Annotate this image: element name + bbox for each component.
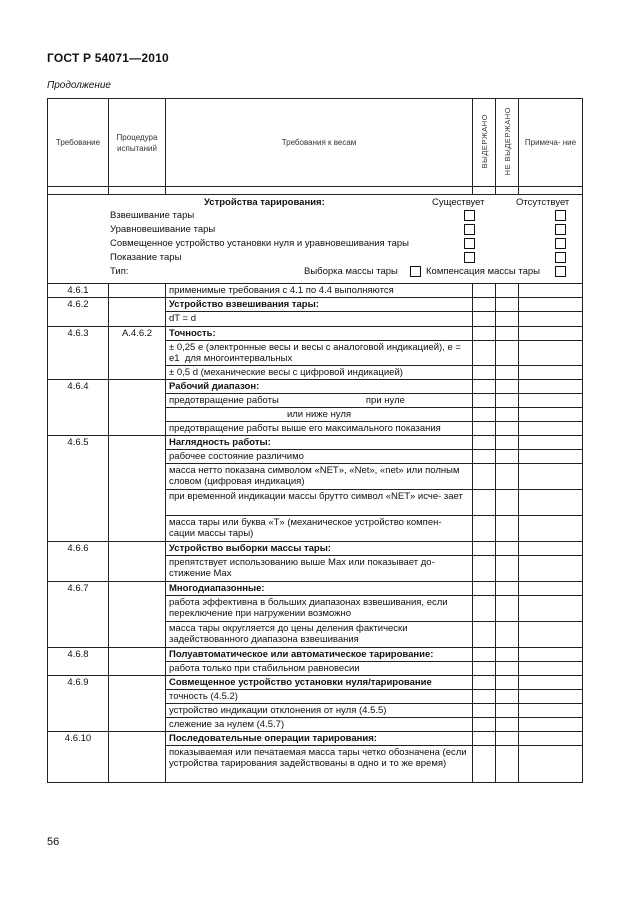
test-procedure (109, 648, 166, 662)
table-row (48, 582, 583, 596)
notes-cell[interactable] (519, 450, 583, 464)
section-heading: Точность: (166, 327, 473, 341)
test-procedure-cont (109, 341, 166, 366)
col-header-procedure: Процедура испытаний (109, 99, 166, 187)
notes-cell[interactable] (519, 366, 583, 380)
requirement-number-cont (48, 622, 109, 648)
requirement-text: предотвращение работы выше его максимального показания (166, 422, 473, 436)
test-procedure-cont (109, 394, 166, 408)
test-procedure: А.4.6.2 (109, 327, 166, 341)
notes-cell[interactable] (519, 490, 583, 516)
failed-cell[interactable] (496, 732, 519, 746)
requirement-number-cont (48, 312, 109, 327)
table-row (48, 718, 583, 732)
table-row (48, 690, 583, 704)
test-procedure-cont (109, 516, 166, 542)
requirement-text: при временной индикации массы брутто символ «NET» исче- зает (166, 490, 473, 516)
table-row (48, 676, 583, 690)
failed-cell[interactable] (496, 327, 519, 341)
test-procedure-cont (109, 596, 166, 622)
test-procedure (109, 380, 166, 394)
requirement-text: показываемая или печатаемая масса тары четко обозначена (если устройства тарирования задействованы в одно и то же время) (166, 746, 473, 783)
test-procedure-cont (109, 556, 166, 582)
tare-subtraction-option-label: Выборка массы тары (304, 266, 398, 277)
notes-cell[interactable] (519, 596, 583, 622)
table-row (48, 394, 583, 408)
failed-cell[interactable] (496, 718, 519, 732)
failed-cell[interactable] (496, 408, 519, 422)
tare-compensation-checkbox[interactable] (555, 266, 566, 277)
requirement-text: или ниже нуля (166, 408, 473, 422)
tare-subtraction-checkbox[interactable] (410, 266, 421, 277)
absent-checkbox-3[interactable] (555, 238, 566, 249)
requirement-number-cont (48, 450, 109, 464)
notes-cell[interactable] (519, 284, 583, 298)
requirement-number: 4.6.1 (48, 284, 109, 298)
passed-cell[interactable] (473, 394, 496, 408)
continuation-label: Продолжение (47, 80, 111, 91)
failed-label: НЕ ВЫДЕРЖАНО (502, 106, 512, 176)
notes-cell[interactable] (519, 746, 583, 783)
table-row (48, 732, 583, 746)
requirement-number-cont (48, 556, 109, 582)
requirement-text: dT = d (166, 312, 473, 327)
notes-cell[interactable] (519, 556, 583, 582)
requirement-number-cont (48, 718, 109, 732)
test-procedure-cont (109, 464, 166, 490)
requirement-number: 4.6.10 (48, 732, 109, 746)
passed-label: ВЫДЕРЖАНО (479, 113, 489, 169)
test-procedure-cont (109, 490, 166, 516)
absent-checkbox-1[interactable] (555, 210, 566, 221)
tare-display-label: Показание тары (110, 252, 182, 263)
col-header-passed (473, 99, 496, 187)
failed-cell[interactable] (496, 746, 519, 783)
test-procedure-cont (109, 408, 166, 422)
requirement-number-cont (48, 422, 109, 436)
requirement-number-cont (48, 341, 109, 366)
test-procedure-cont (109, 450, 166, 464)
section-heading: Устройство взвешивания тары: (166, 298, 473, 312)
failed-cell[interactable] (496, 284, 519, 298)
failed-cell[interactable] (496, 622, 519, 648)
passed-cell[interactable] (473, 422, 496, 436)
requirement-text: препятствует использованию выше Max или показывает до- стижение Max (166, 556, 473, 582)
requirement-number-cont (48, 516, 109, 542)
test-procedure (109, 732, 166, 746)
table-row (48, 327, 583, 341)
requirement-number-cont (48, 746, 109, 783)
requirement-text: работа эффективна в больших диапазонах взвешивания, если переключение при нагружении возможно (166, 596, 473, 622)
section-heading: Многодиапазонные: (166, 582, 473, 596)
tare-balancing-label: Уравновешивание тары (110, 224, 216, 235)
section-heading: Наглядность работы: (166, 436, 473, 450)
notes-cell[interactable] (519, 422, 583, 436)
requirement-number-cont (48, 662, 109, 676)
passed-cell[interactable] (473, 284, 496, 298)
document-header: ГОСТ Р 54071—2010 (47, 51, 169, 65)
failed-cell[interactable] (496, 648, 519, 662)
test-procedure-cont (109, 662, 166, 676)
requirement-number-cont (48, 490, 109, 516)
requirement-number-cont (48, 366, 109, 380)
failed-cell[interactable] (496, 490, 519, 516)
notes-cell[interactable] (519, 582, 583, 596)
page-number: 56 (47, 836, 60, 848)
notes-cell[interactable] (519, 648, 583, 662)
passed-cell[interactable] (473, 516, 496, 542)
passed-cell[interactable] (473, 622, 496, 648)
failed-cell[interactable] (496, 704, 519, 718)
passed-cell[interactable] (473, 662, 496, 676)
failed-cell[interactable] (496, 582, 519, 596)
test-procedure (109, 676, 166, 690)
requirement-number-cont (48, 690, 109, 704)
table-row (48, 746, 583, 783)
tare-weighing-label: Взвешивание тары (110, 210, 195, 221)
requirement-number-cont (48, 596, 109, 622)
col-header-requirement: Требование (48, 99, 109, 187)
notes-cell[interactable] (519, 464, 583, 490)
exists-checkbox-3[interactable] (464, 238, 475, 249)
exists-checkbox-2[interactable] (464, 224, 475, 235)
absent-column-label: Отсутствует (516, 197, 570, 208)
requirement-text: предотвращение работы при нуле (166, 394, 473, 408)
test-procedure-cont (109, 622, 166, 648)
table-row (48, 380, 583, 394)
table-row (48, 662, 583, 676)
notes-cell[interactable] (519, 312, 583, 327)
requirement-number-cont (48, 408, 109, 422)
passed-cell[interactable] (473, 380, 496, 394)
table-row (48, 596, 583, 622)
requirement-number: 4.6.2 (48, 298, 109, 312)
requirement-text: ± 0,5 d (механические весы с цифровой индикацией) (166, 366, 473, 380)
requirement-text: слежение за нулем (4.5.7) (166, 718, 473, 732)
requirement-number-cont (48, 394, 109, 408)
table-row (48, 622, 583, 648)
notes-cell[interactable] (519, 298, 583, 312)
table-row (48, 436, 583, 450)
requirement-text: применимые требования с 4.1 по 4.4 выполняются (166, 284, 473, 298)
passed-cell[interactable] (473, 464, 496, 490)
notes-cell[interactable] (519, 408, 583, 422)
table-row (48, 542, 583, 556)
requirement-text: масса тары округляется до цены деления фактически задействованного диапазона взвешивания (166, 622, 473, 648)
passed-cell[interactable] (473, 327, 496, 341)
failed-cell[interactable] (496, 366, 519, 380)
requirement-number: 4.6.7 (48, 582, 109, 596)
table-header-row (48, 99, 583, 187)
failed-cell[interactable] (496, 450, 519, 464)
requirement-number: 4.6.4 (48, 380, 109, 394)
notes-cell[interactable] (519, 732, 583, 746)
notes-cell[interactable] (519, 327, 583, 341)
table-row (48, 366, 583, 380)
notes-cell[interactable] (519, 341, 583, 366)
passed-cell[interactable] (473, 298, 496, 312)
notes-cell[interactable] (519, 516, 583, 542)
table-row (48, 704, 583, 718)
passed-cell[interactable] (473, 718, 496, 732)
passed-cell[interactable] (473, 556, 496, 582)
table-row (48, 516, 583, 542)
test-procedure-cont (109, 422, 166, 436)
failed-cell[interactable] (496, 662, 519, 676)
failed-cell[interactable] (496, 312, 519, 327)
test-procedure (109, 298, 166, 312)
failed-cell[interactable] (496, 676, 519, 690)
failed-cell[interactable] (496, 380, 519, 394)
col-header-failed (496, 99, 519, 187)
table-row (48, 490, 583, 516)
passed-cell[interactable] (473, 582, 496, 596)
exists-checkbox-4[interactable] (464, 252, 475, 263)
passed-cell[interactable] (473, 690, 496, 704)
test-procedure-cont (109, 746, 166, 783)
requirement-text: точность (4.5.2) (166, 690, 473, 704)
test-procedure (109, 582, 166, 596)
section-heading: Совмещенное устройство установки нуля/тарирование (166, 676, 473, 690)
tare-devices-block (48, 195, 583, 284)
requirement-number: 4.6.8 (48, 648, 109, 662)
tare-compensation-option-label: Компенсация массы тары (426, 266, 541, 277)
passed-cell[interactable] (473, 676, 496, 690)
table-row (48, 556, 583, 582)
notes-cell[interactable] (519, 380, 583, 394)
requirement-text: масса тары или буква «T» (механическое устройство компен- сации массы тары) (166, 516, 473, 542)
requirement-text: ± 0,25 e (электронные весы и весы с аналоговой индикацией), e = e1 для многоинтервальных (166, 341, 473, 366)
test-procedure (109, 284, 166, 298)
failed-cell[interactable] (496, 422, 519, 436)
tare-devices-title: Устройства тарирования: (204, 197, 325, 208)
test-procedure-cont (109, 366, 166, 380)
table-row (48, 450, 583, 464)
type-label: Тип: (110, 266, 129, 277)
requirement-number-cont (48, 704, 109, 718)
failed-cell[interactable] (496, 436, 519, 450)
requirement-number: 4.6.6 (48, 542, 109, 556)
col-header-notes: Примеча- ние (519, 99, 583, 187)
failed-cell[interactable] (496, 542, 519, 556)
requirement-text: устройство индикации отклонения от нуля (4.5.5) (166, 704, 473, 718)
notes-cell[interactable] (519, 704, 583, 718)
passed-cell[interactable] (473, 746, 496, 783)
test-procedure-cont (109, 690, 166, 704)
table-row (48, 341, 583, 366)
table-row (48, 408, 583, 422)
failed-cell[interactable] (496, 341, 519, 366)
passed-cell[interactable] (473, 542, 496, 556)
exists-checkbox-1[interactable] (464, 210, 475, 221)
requirement-text: масса нетто показана символом «NET», «Net», «net» или полным словом (цифровая индикация) (166, 464, 473, 490)
notes-cell[interactable] (519, 662, 583, 676)
notes-cell[interactable] (519, 676, 583, 690)
test-procedure-cont (109, 704, 166, 718)
section-heading: Устройство выборки массы тары: (166, 542, 473, 556)
notes-cell[interactable] (519, 622, 583, 648)
passed-cell[interactable] (473, 490, 496, 516)
failed-cell[interactable] (496, 464, 519, 490)
failed-cell[interactable] (496, 298, 519, 312)
test-procedure-cont (109, 718, 166, 732)
table-row (48, 464, 583, 490)
failed-cell[interactable] (496, 516, 519, 542)
passed-cell[interactable] (473, 366, 496, 380)
passed-cell[interactable] (473, 732, 496, 746)
passed-cell[interactable] (473, 704, 496, 718)
passed-cell[interactable] (473, 312, 496, 327)
table-row (48, 648, 583, 662)
passed-cell[interactable] (473, 341, 496, 366)
absent-checkbox-2[interactable] (555, 224, 566, 235)
requirement-number-cont (48, 464, 109, 490)
failed-cell[interactable] (496, 690, 519, 704)
passed-cell[interactable] (473, 648, 496, 662)
combined-zero-tare-label: Совмещенное устройство установки нуля и уравновешивания тары (110, 238, 409, 249)
passed-cell[interactable] (473, 436, 496, 450)
failed-cell[interactable] (496, 394, 519, 408)
requirement-number: 4.6.5 (48, 436, 109, 450)
table-row (48, 284, 583, 298)
notes-cell[interactable] (519, 436, 583, 450)
requirements-table (47, 98, 583, 783)
table-row (48, 422, 583, 436)
notes-cell[interactable] (519, 542, 583, 556)
requirement-number: 4.6.9 (48, 676, 109, 690)
table-row (48, 298, 583, 312)
requirement-text: рабочее состояние различимо (166, 450, 473, 464)
absent-checkbox-4[interactable] (555, 252, 566, 263)
requirement-text: работа только при стабильном равновесии (166, 662, 473, 676)
test-procedure-cont (109, 312, 166, 327)
notes-cell[interactable] (519, 394, 583, 408)
table-row (48, 312, 583, 327)
col-header-requirements-text: Требования к весам (166, 99, 473, 187)
failed-cell[interactable] (496, 556, 519, 582)
notes-cell[interactable] (519, 690, 583, 704)
section-heading: Последовательные операции тарирования: (166, 732, 473, 746)
notes-cell[interactable] (519, 718, 583, 732)
exists-column-label: Существует (432, 197, 485, 208)
section-heading: Рабочий диапазон: (166, 380, 473, 394)
test-procedure (109, 542, 166, 556)
test-procedure (109, 436, 166, 450)
passed-cell[interactable] (473, 450, 496, 464)
passed-cell[interactable] (473, 596, 496, 622)
spacer-row (48, 187, 583, 195)
failed-cell[interactable] (496, 596, 519, 622)
requirement-number: 4.6.3 (48, 327, 109, 341)
tare-devices-cell (48, 195, 583, 284)
passed-cell[interactable] (473, 408, 496, 422)
section-heading: Полуавтоматическое или автоматическое тарирование: (166, 648, 473, 662)
